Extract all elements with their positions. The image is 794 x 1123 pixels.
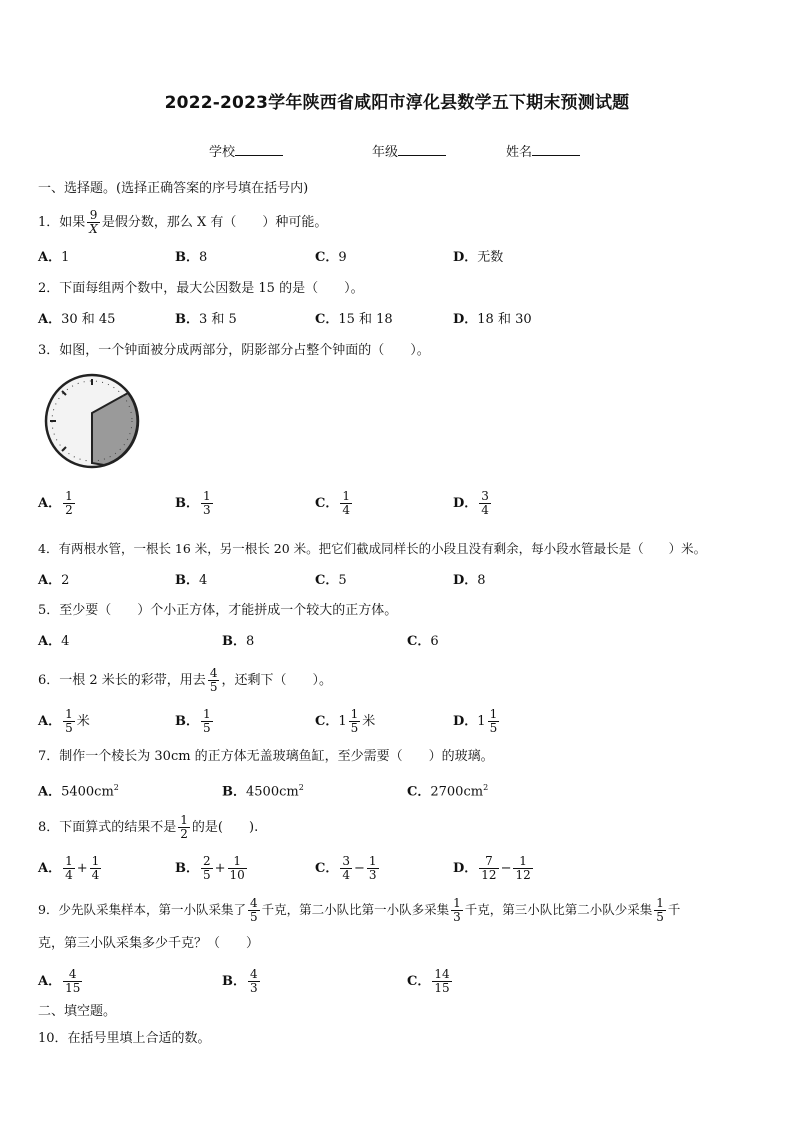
q6-option-a[interactable]: A． $\frac{1}{5}$ 米 [38,707,90,735]
q6-option-b[interactable]: B． $\frac{1}{5}$ [175,707,211,735]
q2-option-b[interactable]: B．3 和 5 [175,312,237,327]
q9-text-part-4: 千 [667,902,681,917]
question-10: 10．在括号里填上合适的数。 [38,1031,211,1046]
question-3: 3．如图，一个钟面被分成两部分，阴影部分占整个钟面的（ ）。 [38,343,430,358]
grade-label: 年级 [372,145,399,160]
q1-option-a[interactable]: A．1 [38,250,70,265]
q9-option-c[interactable]: C． $\frac{14}{15}$ [407,967,450,995]
q6-text-post: ，还剩下（ ）。 [221,673,332,688]
name-label: 姓名 [506,145,533,160]
q2-option-d[interactable]: D．18 和 30 [453,312,532,327]
q1-option-d[interactable]: D．无数 [453,250,504,265]
q8-option-a[interactable]: A． $\frac{1}{4}$ + $\frac{1}{4}$ [38,854,100,882]
question-2: 2．下面每组两个数中，最大公因数是 15 的是（ ）。 [38,281,364,296]
q3-option-c[interactable]: C． $\frac{1}{4}$ [315,489,350,517]
q9-text-part-1: 9．少先队采集样本，第一小队采集了 [38,902,246,917]
q2-option-c[interactable]: C．15 和 18 [315,312,393,327]
q8-option-b[interactable]: B． $\frac{2}{5}$ + $\frac{1}{10}$ [175,854,245,882]
q9-text-part-2: 千克，第二小队比第一小队多采集 [261,902,450,917]
q7-option-a[interactable]: A．$5400cm^2$ [38,783,119,800]
name-blank[interactable] [532,141,580,156]
question-9 [38,897,680,924]
q8-fraction: $\frac{1}{2}$ [180,813,188,841]
q7-option-c[interactable]: C．$2700cm^2$ [407,783,489,800]
question-9-line-2: 克，第三小队采集多少千克？（ ） [38,936,260,951]
q5-option-a[interactable]: A．4 [38,634,70,649]
name-field [506,141,580,160]
q9-fraction-1: $\frac{4}{5}$ [249,896,258,924]
question-4: 4．有两根水管，一根长 16 米，另一根长 20 米。把它们截成同样长的小段且没有剩余，每小段水管最长是（ ）米。 [38,541,707,556]
q3-option-d[interactable]: D． $\frac{3}{4}$ [453,489,489,517]
q2-option-a[interactable]: A．30 和 45 [38,312,116,327]
q1-text-pre: 1．如果 [38,215,86,230]
q9-fraction-2: $\frac{1}{3}$ [453,896,461,924]
q9-text-part-3: 千克，第三小队比第二小队少采集 [464,902,653,917]
q3-option-a[interactable]: A． $\frac{1}{2}$ [38,489,73,517]
school-label: 学校 [209,145,236,160]
school-field [209,141,283,160]
q8-text-post: 的是( ). [191,820,259,835]
q9-option-a[interactable]: A． $\frac{4}{15}$ [38,967,81,995]
grade-field [372,141,446,160]
question-6 [38,667,332,694]
q6-text-pre: 6．一根 2 米长的彩带，用去 [38,673,206,688]
q6-option-c[interactable]: C．1 $\frac{1}{5}$ 米 [315,707,376,735]
q1-fraction: $\frac{9}{X}$ [89,208,98,236]
grade-blank[interactable] [398,141,446,156]
question-8 [38,814,258,841]
q3-option-b[interactable]: B． $\frac{1}{3}$ [175,489,211,517]
q7-option-b[interactable]: B．$4500cm^2$ [222,783,304,800]
q8-text-pre: 8．下面算式的结果不是 [38,820,177,835]
question-5: 5．至少要（ ）个小正方体，才能拼成一个较大的正方体。 [38,603,398,618]
q9-option-b[interactable]: B． $\frac{4}{3}$ [222,967,258,995]
question-7: 7．制作一个棱长为 30cm 的正方体无盖玻璃鱼缸，至少需要（ ）的玻璃。 [38,749,494,764]
section-choice-heading: 一、选择题。(选择正确答案的序号填在括号内) [38,181,309,196]
q1-option-c[interactable]: C．9 [315,250,347,265]
q1-text-post: 是假分数，那么 X 有（ ）种可能。 [101,215,328,230]
page-title: 2022-2023学年陕西省咸阳市淳化县数学五下期末预测试题 [164,93,630,113]
question-1 [38,209,327,236]
q4-option-a[interactable]: A．2 [38,573,70,588]
q6-option-d[interactable]: D．1 $\frac{1}{5}$ [453,707,498,735]
clock-face-figure [44,373,140,469]
q1-option-b[interactable]: B．8 [175,250,208,265]
q6-fraction: $\frac{4}{5}$ [209,666,218,694]
section-fill-heading: 二、填空题。 [38,1004,117,1019]
q8-option-c[interactable]: C． $\frac{3}{4}$ − $\frac{1}{3}$ [315,854,377,882]
q4-option-b[interactable]: B．4 [175,573,208,588]
q4-option-c[interactable]: C．5 [315,573,347,588]
q9-fraction-3: $\frac{1}{5}$ [656,896,664,924]
school-blank[interactable] [235,141,283,156]
q5-option-b[interactable]: B．8 [222,634,255,649]
q8-option-d[interactable]: D． $\frac{7}{12}$ − $\frac{1}{12}$ [453,854,531,882]
q5-option-c[interactable]: C．6 [407,634,439,649]
q4-option-d[interactable]: D．8 [453,573,486,588]
